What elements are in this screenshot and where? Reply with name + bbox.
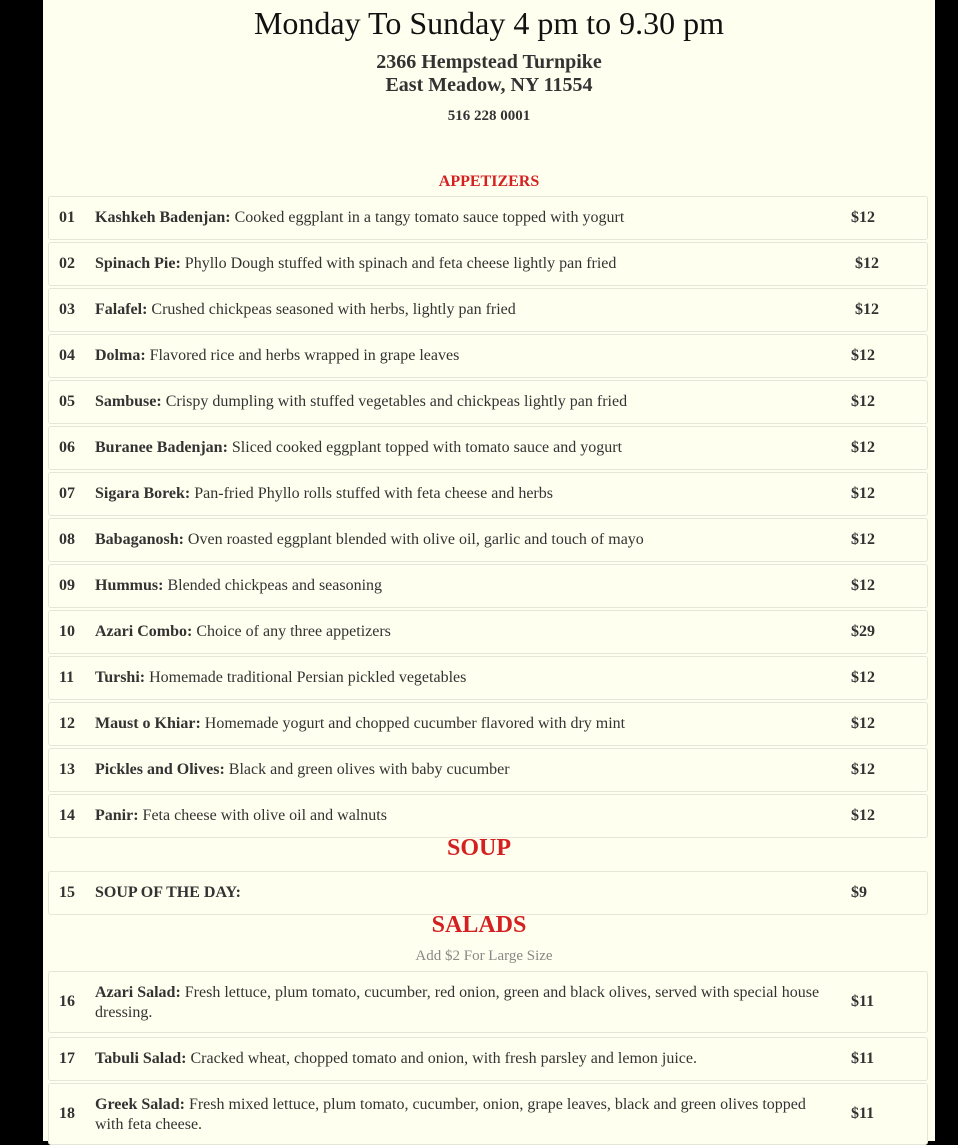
item-detail: Black and green olives with baby cucumber xyxy=(224,761,510,778)
menu-item-row xyxy=(48,196,928,240)
item-price: $9 xyxy=(851,884,867,901)
item-name: Azari Combo: xyxy=(95,623,193,640)
item-description xyxy=(95,760,825,780)
menu-item-row xyxy=(48,794,928,838)
item-description xyxy=(95,346,825,366)
item-price: $12 xyxy=(851,439,875,456)
item-name: Buranee Badenjan: xyxy=(95,439,228,456)
item-description xyxy=(95,530,825,550)
menu-item-row xyxy=(48,1037,928,1081)
item-number: 15 xyxy=(59,884,75,901)
item-number: 06 xyxy=(59,439,75,456)
item-number: 16 xyxy=(59,993,75,1010)
menu-item-row xyxy=(48,380,928,424)
item-number: 13 xyxy=(59,761,75,778)
item-detail: Fresh mixed lettuce, plum tomato, cucumber, onion, grape leaves, black and green olives topped with feta cheese. xyxy=(95,1096,806,1133)
item-description xyxy=(95,254,825,274)
menu-item-row xyxy=(48,472,928,516)
salad-size-note: Add $2 For Large Size xyxy=(415,948,553,964)
menu-item-row xyxy=(48,748,928,792)
item-number: 14 xyxy=(59,807,75,824)
item-price: $12 xyxy=(851,577,875,594)
item-price: $11 xyxy=(851,1050,875,1067)
item-name: Pickles and Olives: xyxy=(95,761,225,778)
item-price: $12 xyxy=(851,347,875,364)
item-detail: Pan-fried Phyllo rolls stuffed with feta cheese and herbs xyxy=(190,485,553,502)
address-line-1: 2366 Hempstead Turnpike xyxy=(376,51,602,73)
salads-title: SALADS xyxy=(431,912,527,938)
item-number: 08 xyxy=(59,531,75,548)
item-number: 07 xyxy=(59,485,75,502)
item-name: Kashkeh Badenjan: xyxy=(95,209,231,226)
item-price: $12 xyxy=(851,715,875,732)
item-detail: Homemade traditional Persian pickled vegetables xyxy=(145,669,467,686)
item-name: Babaganosh: xyxy=(95,531,184,548)
item-price: $11 xyxy=(851,1105,875,1122)
item-price: $12 xyxy=(855,255,879,272)
menu-item-row xyxy=(48,334,928,378)
item-description xyxy=(95,622,825,642)
item-number: 03 xyxy=(59,301,75,318)
item-detail: Feta cheese with olive oil and walnuts xyxy=(138,807,387,824)
opening-hours: Monday To Sunday 4 pm to 9.30 pm xyxy=(253,5,725,41)
item-name: Dolma: xyxy=(95,347,146,364)
menu-item-row xyxy=(48,518,928,562)
item-price: $29 xyxy=(851,623,875,640)
menu-item-row xyxy=(48,1083,928,1145)
item-number: 04 xyxy=(59,347,75,364)
item-detail: Cracked wheat, chopped tomato and onion, with fresh parsley and lemon juice. xyxy=(186,1050,697,1067)
item-description xyxy=(95,883,825,903)
item-detail: Blended chickpeas and seasoning xyxy=(163,577,383,594)
item-detail: Sliced cooked eggplant topped with tomato sauce and yogurt xyxy=(227,439,623,456)
menu-page xyxy=(43,0,935,1141)
item-name: SOUP OF THE DAY: xyxy=(95,884,241,901)
item-name: Panir: xyxy=(95,807,139,824)
menu-item-row xyxy=(48,871,928,915)
item-detail: Cooked eggplant in a tangy tomato sauce topped with yogurt xyxy=(230,209,625,226)
item-price: $12 xyxy=(851,393,875,410)
item-price: $11 xyxy=(851,993,875,1010)
address-line-2: East Meadow, NY 11554 xyxy=(385,74,593,96)
item-description xyxy=(95,438,825,458)
item-description xyxy=(95,806,825,826)
item-number: 05 xyxy=(59,393,75,410)
item-detail: Homemade yogurt and chopped cucumber flavored with dry mint xyxy=(200,715,626,732)
item-detail: Fresh lettuce, plum tomato, cucumber, red onion, green and black olives, served with special house dressing. xyxy=(95,984,820,1021)
item-description xyxy=(95,983,825,1023)
item-number: 09 xyxy=(59,577,75,594)
item-name: Spinach Pie: xyxy=(95,255,181,272)
item-number: 02 xyxy=(59,255,75,272)
item-detail: Oven roasted eggplant blended with olive oil, garlic and touch of mayo xyxy=(183,531,644,548)
item-name: Sigara Borek: xyxy=(95,485,191,502)
phone-number: 516 228 0001 xyxy=(447,108,531,124)
item-description xyxy=(95,484,825,504)
soup-title: SOUP xyxy=(446,835,511,861)
item-detail: Choice of any three appetizers xyxy=(192,623,391,640)
item-description xyxy=(95,576,825,596)
item-name: Tabuli Salad: xyxy=(95,1050,187,1067)
item-name: Azari Salad: xyxy=(95,984,181,1001)
item-number: 10 xyxy=(59,623,75,640)
menu-item-row xyxy=(48,288,928,332)
item-price: $12 xyxy=(855,301,879,318)
item-detail: Flavored rice and herbs wrapped in grape leaves xyxy=(145,347,460,364)
menu-item-row xyxy=(48,610,928,654)
item-detail: Crushed chickpeas seasoned with herbs, lightly pan fried xyxy=(147,301,516,318)
item-description xyxy=(95,668,825,688)
item-number: 12 xyxy=(59,715,75,732)
menu-item-row xyxy=(48,702,928,746)
menu-item-row xyxy=(48,242,928,286)
item-price: $12 xyxy=(851,761,875,778)
item-name: Sambuse: xyxy=(95,393,162,410)
item-price: $12 xyxy=(851,485,875,502)
item-detail: Crispy dumpling with stuffed vegetables and chickpeas lightly pan fried xyxy=(161,393,628,410)
item-price: $12 xyxy=(851,669,875,686)
item-detail: Phyllo Dough stuffed with spinach and feta cheese lightly pan fried xyxy=(180,255,617,272)
menu-item-row xyxy=(48,656,928,700)
menu-item-row xyxy=(48,564,928,608)
item-description xyxy=(95,392,825,412)
item-description xyxy=(95,208,825,228)
item-price: $12 xyxy=(851,209,875,226)
menu-item-row xyxy=(48,971,928,1033)
item-description xyxy=(95,714,825,734)
item-description xyxy=(95,300,825,320)
menu-item-row xyxy=(48,426,928,470)
item-name: Maust o Khiar: xyxy=(95,715,201,732)
item-name: Falafel: xyxy=(95,301,148,318)
item-price: $12 xyxy=(851,531,875,548)
item-name: Greek Salad: xyxy=(95,1096,185,1113)
item-name: Hummus: xyxy=(95,577,164,594)
item-number: 18 xyxy=(59,1105,75,1122)
appetizers-title: APPETIZERS xyxy=(438,173,540,190)
item-description xyxy=(95,1095,825,1135)
item-description xyxy=(95,1049,825,1069)
item-price: $12 xyxy=(851,807,875,824)
item-number: 01 xyxy=(59,209,75,226)
item-number: 17 xyxy=(59,1050,75,1067)
item-number: 11 xyxy=(59,669,75,686)
item-name: Turshi: xyxy=(95,669,146,686)
